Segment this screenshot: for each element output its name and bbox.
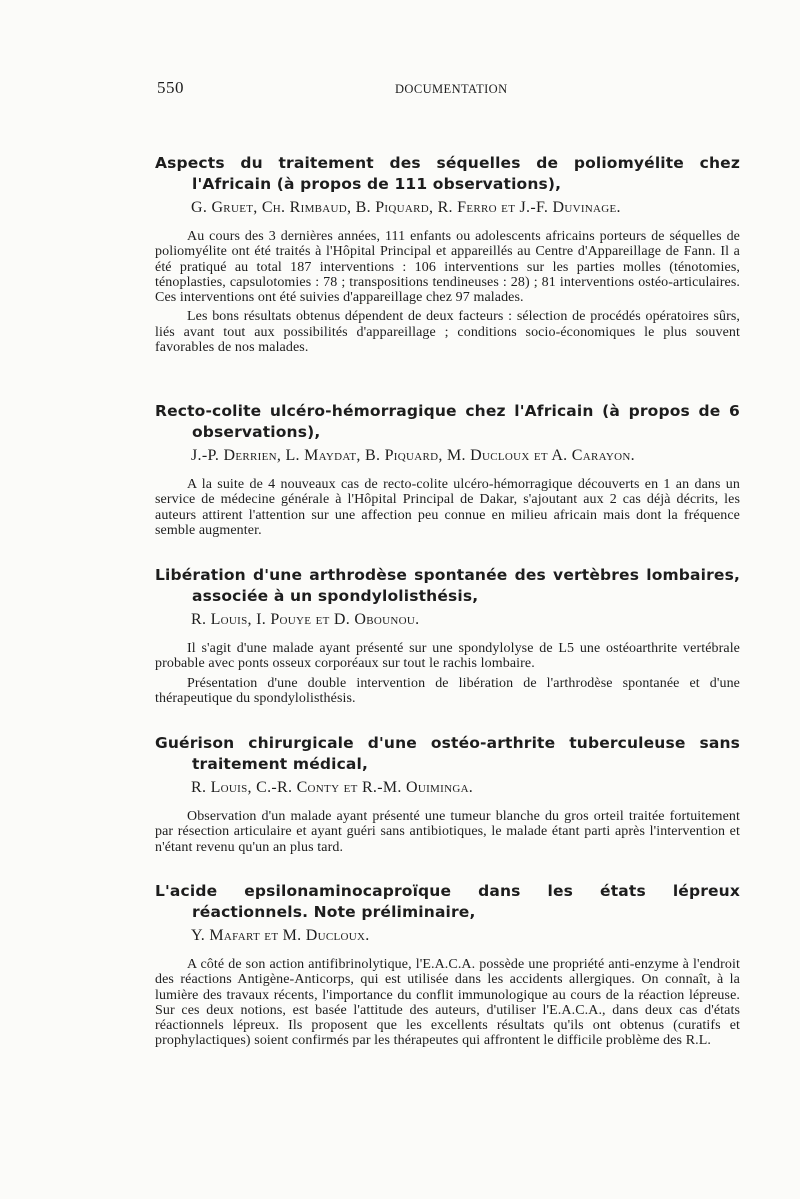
article-osteo-arthrite bbox=[155, 733, 740, 855]
article-authors: R. Louis, C.-R. Conty et R.-M. Ouiminga. bbox=[191, 779, 474, 796]
article-title: Libération d'une arthrodèse spontanée des vertèbres lombaires, associée à un spondylolisthésis, bbox=[155, 566, 740, 605]
article-authors: G. Gruet, Ch. Rimbaud, B. Piquard, R. Ferro et J.-F. Duvinage. bbox=[191, 199, 621, 216]
article-title: Guérison chirurgicale d'une ostéo-arthrite tuberculeuse sans traitement médical, bbox=[155, 734, 740, 773]
article-body bbox=[155, 957, 740, 1049]
paragraph: Au cours des 3 dernières années, 111 enfants ou adolescents africains porteurs de séquelles de poliomyélite ont été traités à l'Hôpital Principal et appareillés au Centre d'Appareillage de Fann. Il a été pratiqué au total 187 interventions : 106 interventions sur les parties molles (ténotomies, ténoplasties, capsulotomies : 78 ; transpositions tendineuses : 28) ; 81 interventions ostéo-articulaires. Ces interventions ont été suivies d'appareillage chez 97 malades. bbox=[155, 229, 740, 306]
article-title: Aspects du traitement des séquelles de poliomyélite chez l'Africain (à propos de 111 observations), bbox=[155, 154, 740, 193]
article-recto-colite bbox=[155, 401, 740, 538]
article-eaca bbox=[155, 881, 740, 1049]
paragraph: A la suite de 4 nouveaux cas de recto-colite ulcéro-hémorragique découverts en 1 an dans un service de médecine générale à l'Hôpital Principal de Dakar, s'ajoutant aux 2 cas déjà décrits, les auteurs attirent l'attention sur une affection peu connue en milieu africain mais dont la fréquence semble augmenter. bbox=[155, 477, 740, 538]
article-body bbox=[155, 641, 740, 706]
paragraph: Observation d'un malade ayant présenté une tumeur blanche du gros orteil traitée fortuitement par résection articulaire et ayant guéri sans antibiotiques, le malade étant parti après l'intervention et n'étant revenu qu'un an plus tard. bbox=[155, 809, 740, 855]
article-authors: J.-P. Derrien, L. Maydat, B. Piquard, M. Ducloux et A. Carayon. bbox=[191, 447, 635, 464]
article-title: L'acide epsilonaminocaproïque dans les états lépreux réactionnels. Note préliminaire, bbox=[155, 882, 740, 921]
paragraph: Il s'agit d'une malade ayant présenté sur une spondylolyse de L5 une ostéoarthrite vertébrale probable avec ponts osseux corporéaux sur tout le rachis lombaire. bbox=[155, 641, 740, 672]
article-body bbox=[155, 477, 740, 538]
paragraph: Les bons résultats obtenus dépendent de deux facteurs : sélection de procédés opératoires sûrs, liés avant tout aux possibilités d'appareillage ; conditions socio-économiques le plus souvent favorables de nos malades. bbox=[155, 309, 740, 356]
article-authors: R. Louis, I. Pouye et D. Obounou. bbox=[191, 611, 420, 628]
paragraph: Présentation d'une double intervention de libération de l'arthrodèse spontanée et d'une thérapeutique du spondylolisthésis. bbox=[155, 675, 740, 706]
article-poliomyelitis bbox=[155, 153, 740, 355]
article-arthrodese bbox=[155, 565, 740, 706]
article-body bbox=[155, 229, 740, 355]
paragraph: A côté de son action antifibrinolytique, l'E.A.C.A. possède une propriété anti-enzyme à l'endroit des réactions Antigène-Anticorps, qui est utilisée dans les accidents allergiques. On connaît, à la lumière des travaux récents, l'importance du conflit immunologique au cours de la réaction lépreuse. Sur ces deux notions, est basée l'attitude des auteurs, d'utiliser l'E.A.C.A., dans deux cas d'états réactionnels lépreux. Ils proposent que les excellents résultats qu'ils ont obtenus (curatifs et prophylactiques) soient confirmés par les thérapeutes qui affrontent le difficile problème des R.L. bbox=[155, 957, 740, 1049]
article-body bbox=[155, 809, 740, 855]
running-head: DOCUMENTATION bbox=[395, 82, 508, 96]
article-authors: Y. Mafart et M. Ducloux. bbox=[191, 927, 370, 944]
page-number: 550 bbox=[157, 78, 184, 97]
article-title: Recto-colite ulcéro-hémorragique chez l'Africain (à propos de 6 observations), bbox=[155, 402, 740, 441]
